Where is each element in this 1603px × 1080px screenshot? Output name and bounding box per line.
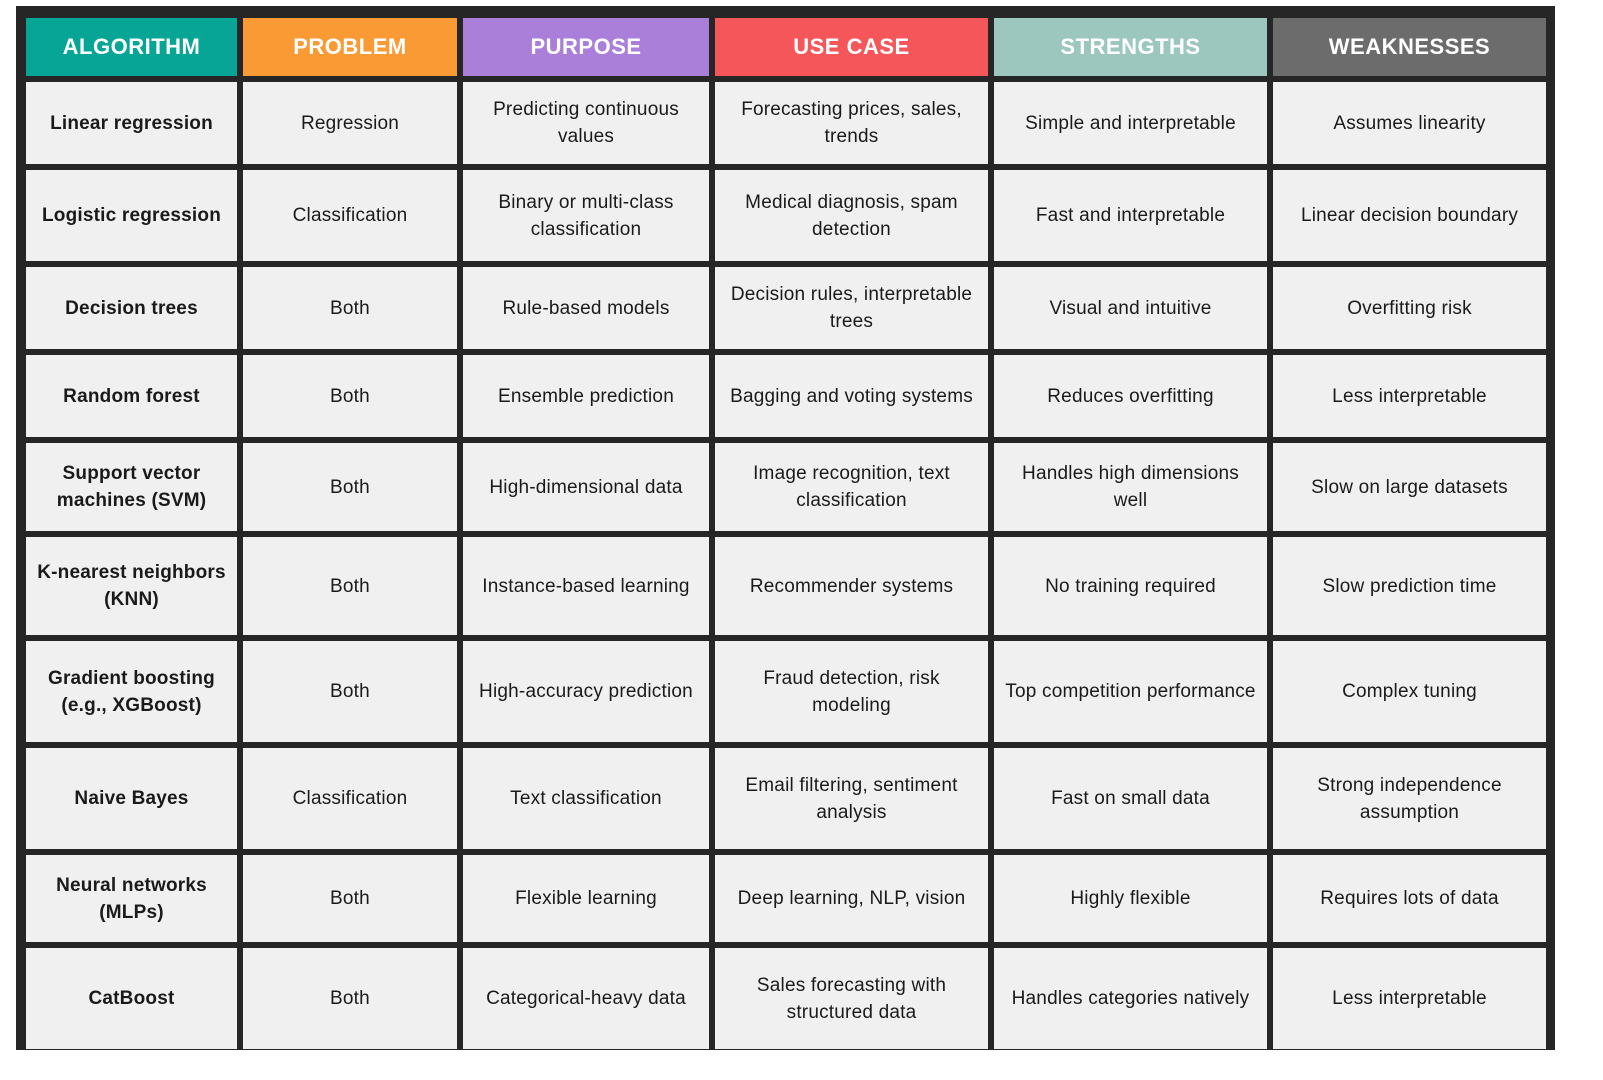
cell-algorithm: CatBoost bbox=[26, 948, 237, 1049]
cell-problem: Both bbox=[243, 948, 457, 1049]
header-problem: PROBLEM bbox=[243, 18, 457, 76]
cell-weaknesses: Less interpretable bbox=[1273, 948, 1546, 1049]
cell-purpose: Flexible learning bbox=[463, 855, 709, 942]
cell-use-case: Decision rules, interpretable trees bbox=[715, 267, 988, 349]
cell-algorithm: Naive Bayes bbox=[26, 748, 237, 849]
cell-strengths: Simple and interpretable bbox=[994, 82, 1267, 164]
cell-algorithm: Decision trees bbox=[26, 267, 237, 349]
cell-use-case: Bagging and voting systems bbox=[715, 355, 988, 437]
cell-weaknesses: Strong independence assumption bbox=[1273, 748, 1546, 849]
header-use-case: USE CASE bbox=[715, 18, 988, 76]
cell-strengths: Top competition performance bbox=[994, 641, 1267, 742]
cell-purpose: Binary or multi-class classification bbox=[463, 170, 709, 261]
cell-purpose: Text classification bbox=[463, 748, 709, 849]
cell-problem: Both bbox=[243, 855, 457, 942]
cell-strengths: Handles high dimensions well bbox=[994, 443, 1267, 531]
cell-weaknesses: Complex tuning bbox=[1273, 641, 1546, 742]
cell-use-case: Email filtering, sentiment analysis bbox=[715, 748, 988, 849]
cell-strengths: Fast on small data bbox=[994, 748, 1267, 849]
cell-strengths: Highly flexible bbox=[994, 855, 1267, 942]
cell-purpose: High-accuracy prediction bbox=[463, 641, 709, 742]
cell-algorithm: K-nearest neighbors (KNN) bbox=[26, 537, 237, 635]
cell-weaknesses: Linear decision boundary bbox=[1273, 170, 1546, 261]
cell-use-case: Medical diagnosis, spam detection bbox=[715, 170, 988, 261]
cell-algorithm: Gradient boosting (e.g., XGBoost) bbox=[26, 641, 237, 742]
cell-problem: Both bbox=[243, 443, 457, 531]
cell-weaknesses: Slow prediction time bbox=[1273, 537, 1546, 635]
cell-purpose: High-dimensional data bbox=[463, 443, 709, 531]
header-purpose: PURPOSE bbox=[463, 18, 709, 76]
cell-purpose: Categorical-heavy data bbox=[463, 948, 709, 1049]
cell-algorithm: Logistic regression bbox=[26, 170, 237, 261]
cell-weaknesses: Slow on large datasets bbox=[1273, 443, 1546, 531]
cell-problem: Both bbox=[243, 537, 457, 635]
cell-problem: Classification bbox=[243, 748, 457, 849]
cell-weaknesses: Assumes linearity bbox=[1273, 82, 1546, 164]
table-frame bbox=[16, 6, 1555, 1050]
cell-algorithm: Random forest bbox=[26, 355, 237, 437]
cell-problem: Both bbox=[243, 355, 457, 437]
cell-use-case: Forecasting prices, sales, trends bbox=[715, 82, 988, 164]
cell-strengths: No training required bbox=[994, 537, 1267, 635]
cell-use-case: Fraud detection, risk modeling bbox=[715, 641, 988, 742]
cell-problem: Both bbox=[243, 641, 457, 742]
cell-algorithm: Support vector machines (SVM) bbox=[26, 443, 237, 531]
cell-use-case: Deep learning, NLP, vision bbox=[715, 855, 988, 942]
cell-algorithm: Neural networks (MLPs) bbox=[26, 855, 237, 942]
cell-weaknesses: Less interpretable bbox=[1273, 355, 1546, 437]
header-weaknesses: WEAKNESSES bbox=[1273, 18, 1546, 76]
cell-weaknesses: Overfitting risk bbox=[1273, 267, 1546, 349]
header-algorithm: ALGORITHM bbox=[26, 18, 237, 76]
cell-use-case: Recommender systems bbox=[715, 537, 988, 635]
cell-use-case: Image recognition, text classification bbox=[715, 443, 988, 531]
cell-weaknesses: Requires lots of data bbox=[1273, 855, 1546, 942]
cell-algorithm: Linear regression bbox=[26, 82, 237, 164]
cell-problem: Both bbox=[243, 267, 457, 349]
cell-purpose: Ensemble prediction bbox=[463, 355, 709, 437]
cell-purpose: Rule-based models bbox=[463, 267, 709, 349]
cell-strengths: Handles categories natively bbox=[994, 948, 1267, 1049]
algorithm-comparison-table bbox=[26, 18, 1546, 1049]
cell-purpose: Instance-based learning bbox=[463, 537, 709, 635]
cell-use-case: Sales forecasting with structured data bbox=[715, 948, 988, 1049]
cell-strengths: Fast and interpretable bbox=[994, 170, 1267, 261]
cell-strengths: Visual and intuitive bbox=[994, 267, 1267, 349]
cell-strengths: Reduces overfitting bbox=[994, 355, 1267, 437]
header-strengths: STRENGTHS bbox=[994, 18, 1267, 76]
cell-problem: Regression bbox=[243, 82, 457, 164]
cell-purpose: Predicting continuous values bbox=[463, 82, 709, 164]
cell-problem: Classification bbox=[243, 170, 457, 261]
